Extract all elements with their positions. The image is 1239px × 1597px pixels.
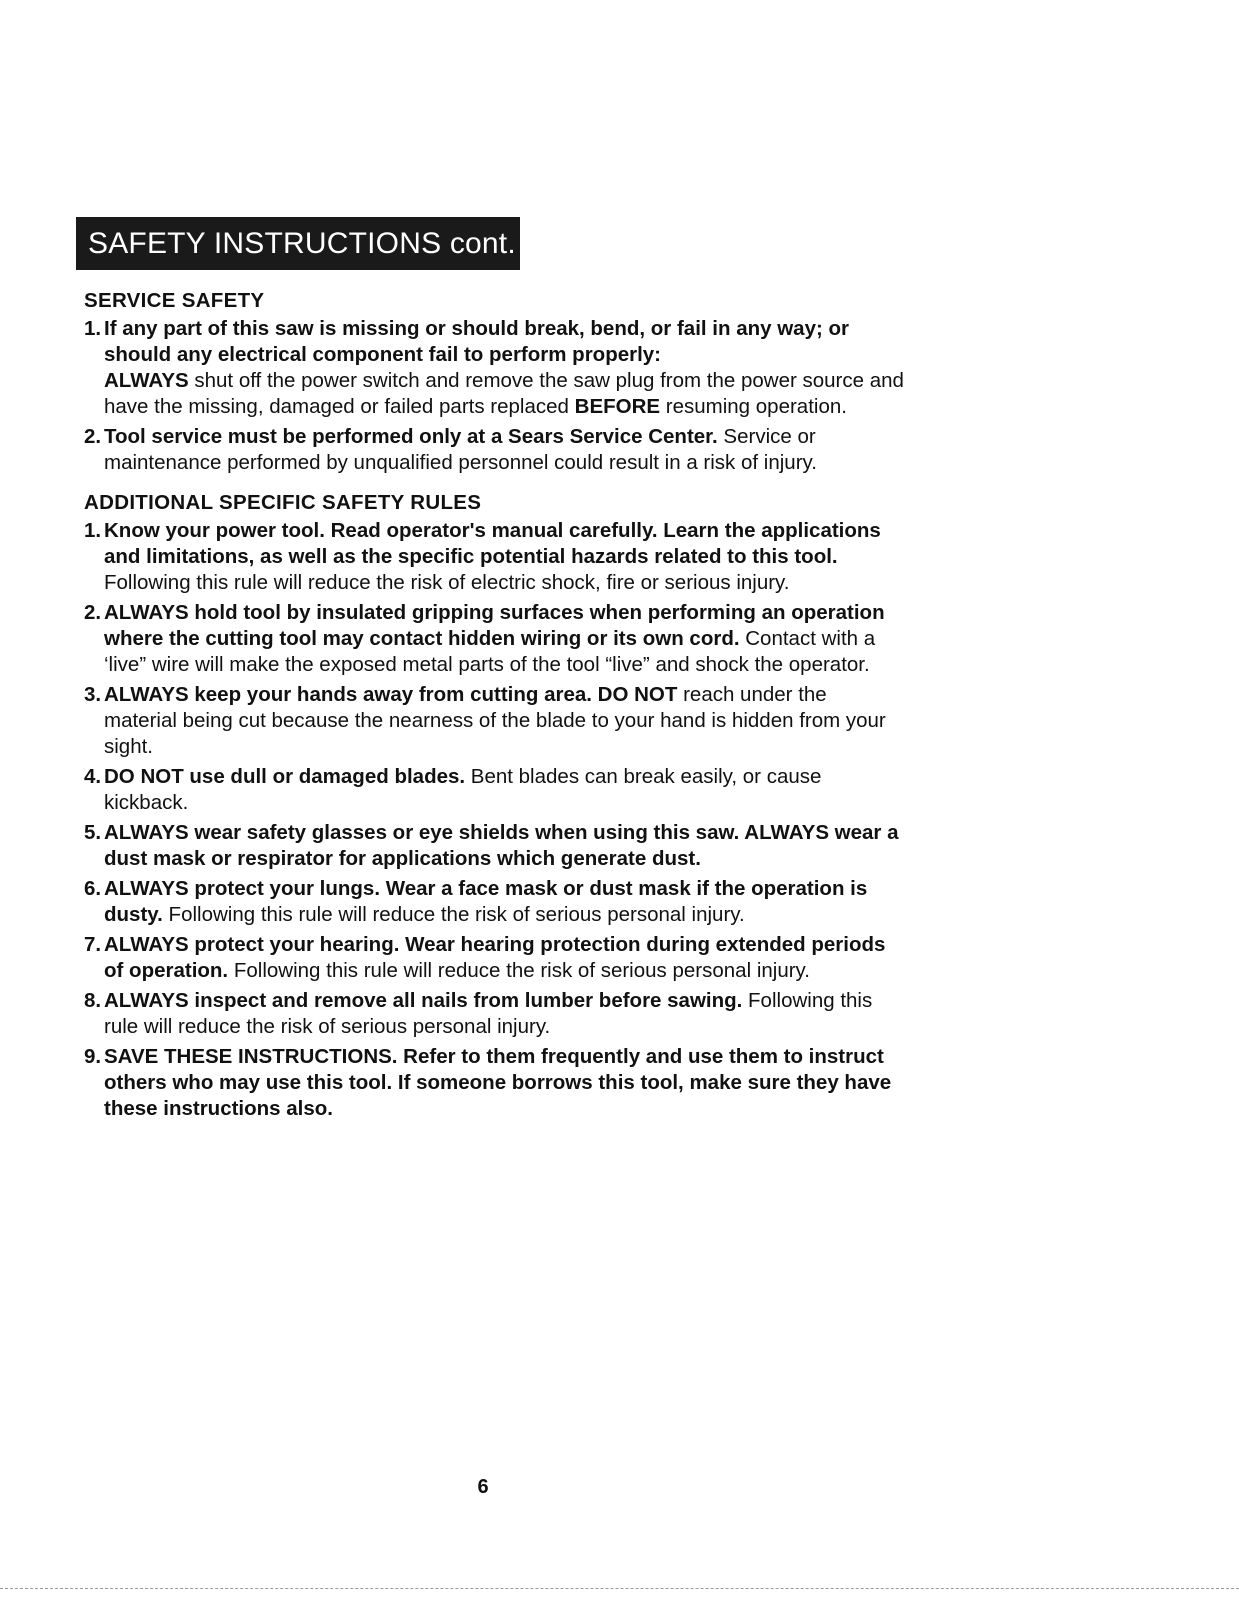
item-emphasis: ALWAYS [104,369,189,392]
item-text: shut off the power switch and remove the saw plug from the power source and have the missing, damaged or failed parts replaced [104,369,904,418]
rule-item-6 [84,876,904,928]
item-lead: ALWAYS wear safety glasses or eye shields when using this saw. ALWAYS wear a dust mask or respirator for applications which generate dust. [104,821,899,870]
item-text: Contact with a ‘live” wire will make the exposed metal parts of the tool “live” and shock the operator. [104,627,876,676]
item-number: 1. [84,317,102,340]
item-number: 1. [84,519,102,542]
item-number: 7. [84,933,102,956]
item-number: 5. [84,821,102,844]
item-lead: DO NOT use dull or damaged blades. [104,765,466,788]
item-emphasis: DO NOT [591,683,678,706]
item-lead: ALWAYS protect your hearing. Wear hearing protection during extended periods of operation. [104,933,886,982]
item-number: 8. [84,989,102,1012]
page-number: 6 [477,1476,489,1498]
item-lead: ALWAYS inspect and remove all nails from lumber before sawing. [104,989,743,1012]
rule-item-8 [84,988,904,1040]
service-safety-item-1 [84,316,904,420]
item-text: Following this rule will reduce the risk of serious personal injury. [228,959,810,982]
item-lead: ALWAYS keep your hands away from cutting area. [104,683,592,706]
service-safety-item-2 [84,424,904,476]
item-emphasis: BEFORE [574,395,661,418]
item-text: resuming operation. [660,395,847,418]
additional-rules-heading: ADDITIONAL SPECIFIC SAFETY RULES [84,491,482,514]
rule-item-9 [84,1044,904,1122]
rule-item-4 [84,764,904,816]
manual-content [84,288,904,1122]
item-text: Following this rule will reduce the risk of electric shock, fire or serious injury. [104,571,790,594]
rule-item-2 [84,600,904,678]
item-number: 3. [84,683,102,706]
item-lead: Tool service must be performed only at a Sears Service Center. [104,425,718,448]
item-lead: ALWAYS hold tool by insulated gripping surfaces when performing an operation where the cutting tool may contact hidden wiring or its own cord. [104,601,885,650]
rule-item-7 [84,932,904,984]
item-text: Service or maintenance performed by unqualified personnel could result in a risk of injury. [104,425,817,474]
item-lead: If any part of this saw is missing or should break, bend, or fail in any way; or should any electrical component fail to perform properly: [104,317,849,366]
item-number: 4. [84,765,102,788]
service-safety-heading: SERVICE SAFETY [84,289,265,312]
rule-item-1 [84,518,904,596]
item-lead: ALWAYS protect your lungs. Wear a face mask or dust mask if the operation is dusty. [104,877,868,926]
item-lead: Know your power tool. Read operator's manual carefully. Learn the applications and limitations, as well as the specific potential hazards related to this tool. [104,519,881,568]
rule-item-3 [84,682,904,760]
item-number: 2. [84,601,102,624]
item-text: reach under the material being cut because the nearness of the blade to your hand is hidden from your sight. [104,683,886,758]
rule-item-5 [84,820,904,872]
item-text: Following this rule will reduce the risk of serious personal injury. [104,989,873,1038]
item-text: Bent blades can break easily, or cause kickback. [104,765,822,814]
scan-edge-divider [0,1588,1239,1589]
item-number: 2. [84,425,102,448]
item-number: 9. [84,1045,102,1068]
item-lead: SAVE THESE INSTRUCTIONS. Refer to them frequently and use them to instruct others who may use this tool. If someone borrows this tool, make sure they have these instructions also. [104,1045,892,1120]
item-number: 6. [84,877,102,900]
item-text: Following this rule will reduce the risk of serious personal injury. [162,903,745,926]
section-banner: SAFETY INSTRUCTIONS cont. [76,217,520,270]
